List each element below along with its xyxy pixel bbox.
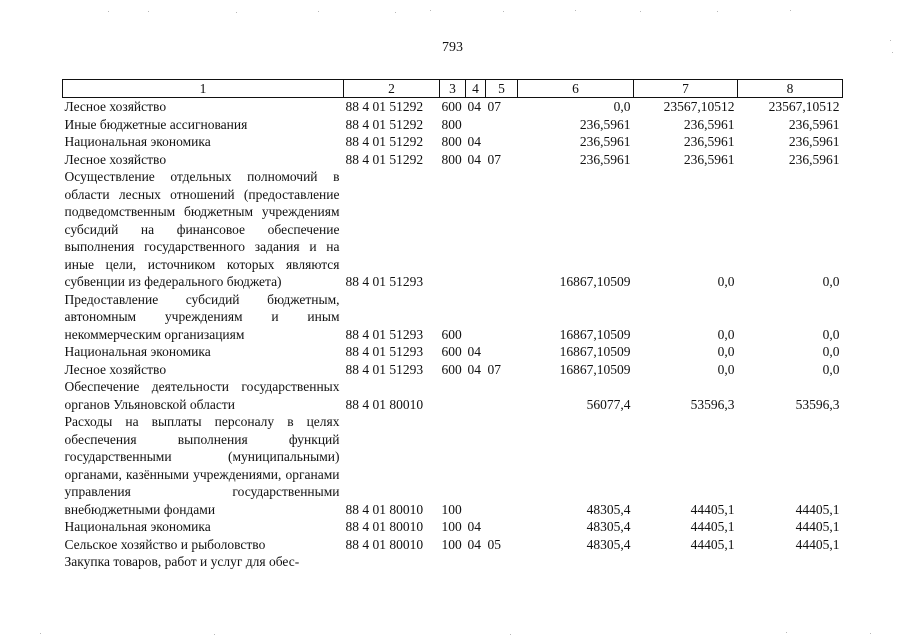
amount-col-8: 0,0 (822, 274, 840, 289)
expense-type-code: 600 (441, 344, 462, 359)
section-code: 04 (467, 344, 481, 359)
expense-type-code: 100 (441, 536, 462, 552)
table-row (63, 116, 843, 134)
amount-col-7: 236,5961 (683, 151, 735, 167)
table-row (63, 378, 843, 413)
budget-item-name: Национальная экономика (64, 134, 211, 149)
table-header-row (63, 80, 843, 98)
amount-col-6: 56077,4 (586, 396, 631, 412)
target-article-code: 88 4 01 80010 (345, 536, 424, 552)
column-header-7: 7 (634, 80, 738, 98)
budget-item-name: Лесное хозяйство (64, 99, 167, 114)
amount-col-7: 0,0 (717, 361, 735, 377)
subsection-code (486, 116, 518, 134)
amount-col-8: 0,0 (822, 344, 840, 359)
target-article-code: 88 4 01 51293 (345, 326, 424, 342)
amount-col-6: 236,5961 (579, 151, 631, 167)
subsection-code: 07 (487, 361, 501, 377)
section-code (466, 291, 486, 344)
amount-col-6: 236,5961 (579, 116, 631, 132)
target-article-code: 88 4 01 51293 (345, 344, 424, 359)
section-code: 04 (467, 99, 481, 114)
table-row (63, 343, 843, 361)
table-row (63, 553, 843, 571)
amount-col-8: 23567,10512 (768, 99, 840, 114)
amount-col-6: 16867,10509 (559, 274, 631, 289)
amount-col-6: 48305,4 (586, 536, 631, 552)
subsection-code (486, 343, 518, 361)
section-code (466, 116, 486, 134)
budget-item-name: Сельское хозяйство и рыболовство (64, 536, 266, 552)
section-code: 04 (467, 536, 481, 552)
section-code: 04 (467, 134, 481, 149)
budget-item-name: Предоставление субсидий бюджетным, автономным учреждениям и иным некоммерческим организациям (64, 291, 340, 342)
expense-type-code: 800 (441, 116, 462, 132)
amount-col-7: 236,5961 (683, 116, 735, 132)
table-row (63, 518, 843, 536)
section-code (466, 168, 486, 291)
budget-item-name: Обеспечение деятельности государственных органов Ульяновской области (64, 379, 340, 412)
expense-type-code: 600 (441, 361, 462, 377)
amount-col-7: 44405,1 (690, 536, 735, 552)
subsection-code (486, 413, 518, 518)
expense-type-code (440, 553, 466, 571)
amount-col-6: 48305,4 (586, 501, 631, 517)
target-article-code: 88 4 01 51292 (345, 134, 424, 149)
amount-col-7: 0,0 (717, 326, 735, 342)
amount-col-8 (738, 553, 843, 571)
amount-col-6: 236,5961 (579, 134, 631, 149)
budget-table (62, 79, 843, 571)
amount-col-7 (634, 553, 738, 571)
amount-col-7: 0,0 (717, 344, 735, 359)
subsection-code (486, 378, 518, 413)
subsection-code: 07 (487, 99, 501, 114)
budget-item-name: Осуществление отдельных полномочий в области лесных отношений (предоставление подведомственным бюджетным учреждениям субсидий на финансовое обеспечение выполнения государственного задания и на иные цели, источником которых являются субвенции из федерального бюджета) (64, 169, 340, 289)
budget-item-name: Закупка товаров, работ и услуг для обес- (64, 554, 300, 569)
amount-col-6 (518, 553, 634, 571)
section-code (466, 553, 486, 571)
subsection-code (486, 133, 518, 151)
budget-item-name: Лесное хозяйство (64, 361, 167, 377)
amount-col-6: 0,0 (613, 99, 631, 114)
subsection-code (486, 168, 518, 291)
target-article-code: 88 4 01 51292 (345, 99, 424, 114)
table-row (63, 291, 843, 344)
subsection-code: 05 (487, 536, 501, 552)
expense-type-code: 800 (441, 134, 462, 149)
target-article-code: 88 4 01 51292 (345, 151, 424, 167)
table-row (63, 536, 843, 554)
expense-type-code: 100 (441, 519, 462, 534)
amount-col-8: 44405,1 (795, 519, 840, 534)
table-row (63, 98, 843, 116)
column-header-2: 2 (344, 80, 440, 98)
amount-col-7: 44405,1 (690, 501, 735, 517)
expense-type-code: 600 (441, 326, 462, 342)
column-header-6: 6 (518, 80, 634, 98)
section-code: 04 (467, 519, 481, 534)
target-article-code (344, 553, 440, 571)
budget-item-name: Расходы на выплаты персоналу в целях обеспечения выполнения функций государственными (муниципальными) органами, казёнными учреждениями, органами управления государственными внебюджетными фондами (64, 414, 340, 517)
amount-col-8: 0,0 (822, 361, 840, 377)
table-row (63, 413, 843, 518)
amount-col-8: 53596,3 (795, 396, 840, 412)
amount-col-7: 236,5961 (683, 134, 735, 149)
amount-col-6: 16867,10509 (559, 326, 631, 342)
amount-col-7: 0,0 (717, 274, 735, 289)
budget-item-name: Иные бюджетные ассигнования (64, 116, 248, 132)
amount-col-8: 236,5961 (788, 116, 840, 132)
amount-col-7: 53596,3 (690, 396, 735, 412)
expense-type-code (440, 168, 466, 291)
column-header-4: 4 (466, 80, 486, 98)
amount-col-8: 44405,1 (795, 501, 840, 517)
target-article-code: 88 4 01 80010 (345, 501, 424, 517)
target-article-code: 88 4 01 80010 (345, 396, 424, 412)
amount-col-8: 236,5961 (788, 134, 840, 149)
expense-type-code (440, 378, 466, 413)
target-article-code: 88 4 01 51293 (345, 361, 424, 377)
amount-col-8: 44405,1 (795, 536, 840, 552)
column-header-3: 3 (440, 80, 466, 98)
column-header-5: 5 (486, 80, 518, 98)
amount-col-8: 236,5961 (788, 151, 840, 167)
subsection-code: 07 (487, 151, 501, 167)
amount-col-6: 16867,10509 (559, 361, 631, 377)
section-code: 04 (467, 361, 481, 377)
amount-col-6: 48305,4 (586, 519, 631, 534)
expense-type-code: 100 (441, 501, 462, 517)
column-header-8: 8 (738, 80, 843, 98)
amount-col-7: 44405,1 (690, 519, 735, 534)
amount-col-6: 16867,10509 (559, 344, 631, 359)
section-code (466, 413, 486, 518)
section-code (466, 378, 486, 413)
page-number: 793 (442, 40, 463, 55)
budget-item-name: Национальная экономика (64, 519, 211, 534)
subsection-code (486, 553, 518, 571)
subsection-code (486, 291, 518, 344)
table-row (63, 133, 843, 151)
amount-col-8: 0,0 (822, 326, 840, 342)
target-article-code: 88 4 01 51293 (345, 274, 424, 289)
column-header-1: 1 (63, 80, 344, 98)
expense-type-code: 800 (441, 151, 462, 167)
table-row (63, 151, 843, 169)
budget-item-name: Национальная экономика (64, 344, 211, 359)
table-row (63, 361, 843, 379)
expense-type-code: 600 (441, 99, 462, 114)
table-row (63, 168, 843, 291)
subsection-code (486, 518, 518, 536)
target-article-code: 88 4 01 80010 (345, 519, 424, 534)
section-code: 04 (467, 151, 481, 167)
target-article-code: 88 4 01 51292 (345, 116, 424, 132)
amount-col-7: 23567,10512 (663, 99, 735, 114)
budget-item-name: Лесное хозяйство (64, 151, 167, 167)
